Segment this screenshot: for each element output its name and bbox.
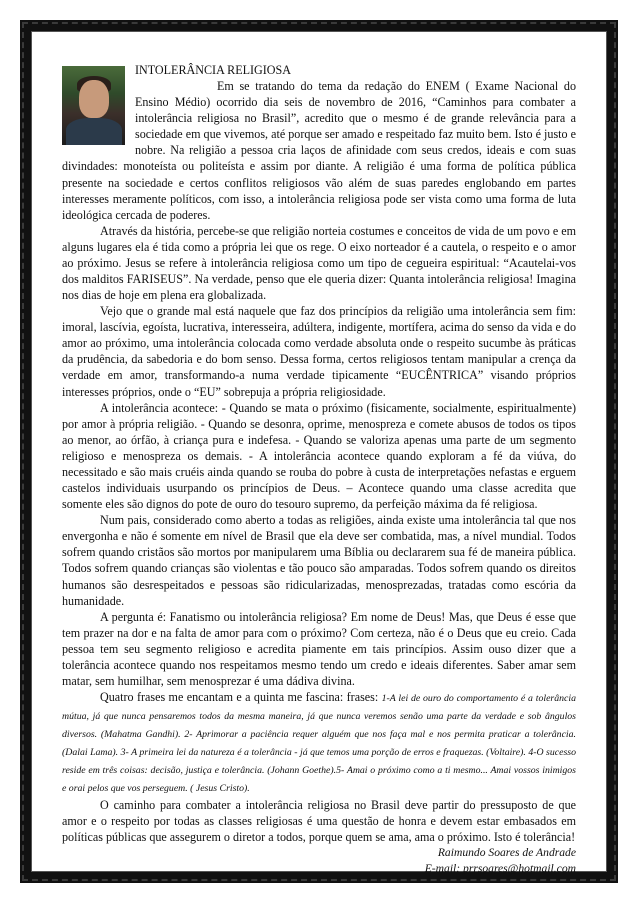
author-photo bbox=[62, 66, 125, 145]
quotes-paragraph bbox=[62, 689, 576, 797]
photo-shirt bbox=[66, 118, 122, 145]
paragraph-happens: A intolerância acontece: - Quando se mata o próximo (fisicamente, socialmente, espiritualmente) por amor à própria religião. - Quando se desonra, oprime, menospreza e comete abusos de todos os tipos ao menor, ao órfão, à criança pura e indefesa. - Quando se valoriza apenas uma parte de um segmento religioso e menospreza os demais. - A intolerância acontece quando exploram a fé da viúva, do necessitado e são mais cruéis ainda quando se rouba do pobre à custa de interpretações nefastas e erguem castelos individuais usurpando os princípios de Deus. – Acontece quando uma classe acredita que somente eles são dignos do pote de ouro do tesouro supremo, da perfeição máxima da fé religiosa. bbox=[62, 400, 576, 512]
article bbox=[62, 62, 576, 877]
author-email[interactable]: E-mail: prrsoares@hotmail.com bbox=[424, 862, 576, 876]
paragraph-country: Num pais, considerado como aberto a todas as religiões, ainda existe uma intolerância tal que nos envergonha e não é somente em nível de Brasil que ela deve ser combatida, mas, a nível mundial. Todos sofrem quando cristãos são mortos por manipularem uma Bíblia ou declararem sua fé de maneira pública. Todos sofrem quando crianças são violentas e tão pouco são amparadas. Todos sofrem quando os direitos humanos são desrespeitados e pessoas são ridicularizadas, menosprezadas, tratadas como escória da humanidade. bbox=[62, 513, 576, 608]
paragraph-history: Através da história, percebe-se que religião norteia costumes e conceitos de vida de um povo e em alguns lugares ela é tida como a própria lei que os rege. O eixo norteador é a cautela, o respeito e o amor ao próximo. Jesus se refere à intolerância religiosa como um tipo de cegueira espiritual: “Acautelai-vos dos malditos FARISEUS”. Na verdade, penso que ele queria dizer: Quanta intolerância religiosa! Imagina nos dias de hoje em plena era globalizada. bbox=[62, 223, 576, 303]
quotes-text: 1-A lei de ouro do comportamento é a tolerância mútua, já que nunca pensaremos todos da mesma maneira, já que nunca veremos senão uma parte da verdade e sob ângulos diversos. (Mahatma Gandhi). 2- Aprimorar a paciência requer alguém que nos faça mal e nos permita praticar a tolerância. (Dalai Lama). 3- A primeira lei da natureza é a tolerância - já que temos uma porção de erros e fraquezas. (Voltaire). 4-O sucesso reside em três coisas: decisão, justiça e tolerância. (Johann Goethe).5- Amai o próximo como a ti mesmo... Amai vossos inimigos e orai pelos que vos perseguem. ( Jesus Cristo). bbox=[62, 693, 577, 795]
author-name: Raimundo Soares de Andrade bbox=[437, 846, 576, 860]
photo-face bbox=[79, 80, 109, 118]
paragraph-intro: Em se tratando do tema da redação do ENEM ( Exame Nacional do Ensino Médio) ocorrido dia seis de novembro de 2016, “Caminhos para combater a intolerância religiosa no Brasil”, acredito que o mesmo é de grande relevância para a sociedade em que vivemos, até porque ser amado e respeitado faz muito bem. Isto é justo e nobre. Na religião a pessoa cria laços de afinidade com seus credos, ideais e com suas divindades: monoteísta ou politeísta e assim por diante. A religião é uma forma de política pública presente na sociedade e certos conflitos religiosos vão além de suas paredes englobando em partes interesses meramente políticos, com isso, a intolerância religiosa pode ser vista como uma forma de luta ideológica cercada de poderes. bbox=[62, 79, 576, 222]
paragraph-question: A pergunta é: Fanatismo ou intolerância religiosa? Em nome de Deus! Mas, que Deus é esse que tem prazer na dor e na falta de amor para com o próximo? Com certeza, não é o Deus que eu creio. Cada pessoa tem seu segmento religioso e acredita piamente em tais princípios. Assim ouso dizer que a tolerância acontece quando nos respeitamos mesmo tendo um credo e ideais diferentes. Saber amar sem matar, sem humilhar, sem menosprezar é uma dádiva divina. bbox=[62, 609, 576, 688]
paragraph-evil: Vejo que o grande mal está naquele que faz dos princípios da religião uma intolerância sem fim: imoral, lascívia, egoísta, lucrativa, interesseira, adúltera, indigente, mortífera, acima do senso da vida e do amor ao próximo, uma intolerância colocada como verdade absoluta onde o respeito sucumbe às práticas da prudência, da sabedoria e do bom senso. Dessa forma, certos religiosos tentam manipular a crença da verdade em amor, transformando-a numa verdade tipicamente “EUCÊNTRICA” visando próprios interesses próprios, onde o “EU” sobrepuja a própria religiosidade. bbox=[62, 304, 576, 399]
quotes-intro: Quatro frases me encantam e a quinta me fascina: frases: bbox=[100, 690, 379, 705]
paragraph-closing: O caminho para combater a intolerância religiosa no Brasil deve partir do pressuposto de que amor e o respeito por todas as classes religiosas é uma questão de honra e devem estar embasados em políticas públicas que assegurem o diretor a todos, porque quem se ama, ama o próximo. Isto é tolerância! bbox=[62, 798, 576, 845]
article-title: INTOLERÂNCIA RELIGIOSA bbox=[135, 63, 291, 77]
